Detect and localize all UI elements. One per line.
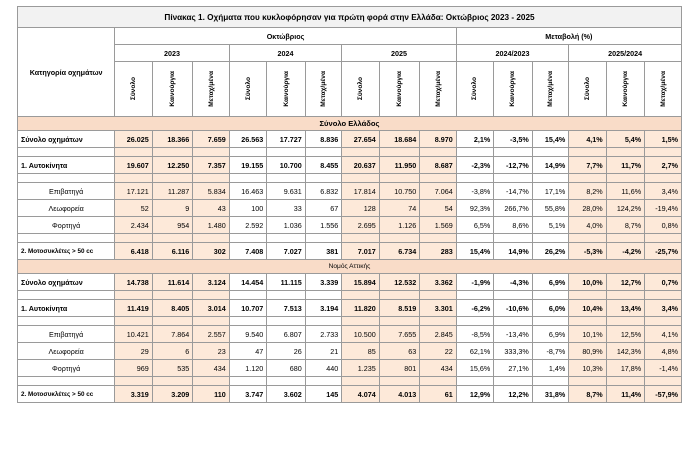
value-cell: 6.734	[379, 243, 420, 260]
value-cell: 3.747	[229, 386, 266, 403]
row-label: Λεωφορεία	[18, 343, 115, 360]
value-cell: 1,5%	[645, 131, 682, 148]
value-cell: 2.733	[305, 326, 341, 343]
value-cell: 7.017	[342, 243, 379, 260]
subheader-cell	[420, 62, 456, 117]
value-cell: 52	[115, 200, 152, 217]
value-cell: 2,1%	[456, 131, 493, 148]
value-cell: 17,8%	[606, 360, 645, 377]
value-cell: 27.654	[342, 131, 379, 148]
table-container	[17, 6, 682, 403]
value-cell: 17.814	[342, 183, 379, 200]
value-cell: 28,0%	[569, 200, 606, 217]
value-cell: 6.418	[115, 243, 152, 260]
value-cell: 1.480	[193, 217, 229, 234]
value-cell: -12,7%	[494, 157, 533, 174]
value-cell: 15,6%	[456, 360, 493, 377]
value-cell: 3.301	[420, 300, 456, 317]
period-header: 2024/2023	[456, 45, 568, 62]
value-cell: 14,9%	[532, 157, 568, 174]
value-cell: 7,7%	[569, 157, 606, 174]
subheader-cell	[456, 62, 493, 117]
value-cell: 12,5%	[606, 326, 645, 343]
value-cell: 43	[193, 200, 229, 217]
spacer-row	[18, 377, 682, 386]
value-cell: 2.592	[229, 217, 266, 234]
value-cell: 92,3%	[456, 200, 493, 217]
period-header: 2025/2024	[569, 45, 682, 62]
table-row	[18, 183, 682, 200]
value-cell: 17,1%	[532, 183, 568, 200]
value-cell: 5,1%	[532, 217, 568, 234]
value-cell: 12.532	[379, 274, 420, 291]
row-label: Λεωφορεία	[18, 200, 115, 217]
row-label: Φορτηγά	[18, 217, 115, 234]
value-cell: 6.832	[305, 183, 341, 200]
value-cell: 23	[193, 343, 229, 360]
value-cell: 10,1%	[569, 326, 606, 343]
value-cell: 124,2%	[606, 200, 645, 217]
row-label: Φορτηγά	[18, 360, 115, 377]
value-cell: 14.738	[115, 274, 152, 291]
value-cell: 11.287	[152, 183, 193, 200]
value-cell: 10.707	[229, 300, 266, 317]
subheader-label: Σύνολο	[356, 77, 364, 101]
value-cell: 110	[193, 386, 229, 403]
value-cell: 7.357	[193, 157, 229, 174]
value-cell: 26	[267, 343, 306, 360]
value-cell: 8.836	[305, 131, 341, 148]
value-cell: 54	[420, 200, 456, 217]
spacer-row	[18, 291, 682, 300]
value-cell: 26,2%	[532, 243, 568, 260]
value-cell: 20.637	[342, 157, 379, 174]
value-cell: 2.845	[420, 326, 456, 343]
value-cell: 10.750	[379, 183, 420, 200]
value-cell: 8,7%	[606, 217, 645, 234]
value-cell: 12.250	[152, 157, 193, 174]
value-cell: 12,7%	[606, 274, 645, 291]
value-cell: 5,4%	[606, 131, 645, 148]
value-cell: 22	[420, 343, 456, 360]
value-cell: 7.027	[267, 243, 306, 260]
value-cell: -4,3%	[494, 274, 533, 291]
value-cell: -3,5%	[494, 131, 533, 148]
value-cell: 11.115	[267, 274, 306, 291]
subheader-cell	[193, 62, 229, 117]
value-cell: 283	[420, 243, 456, 260]
value-cell: 5.834	[193, 183, 229, 200]
subheader-cell	[645, 62, 682, 117]
value-cell: 19.155	[229, 157, 266, 174]
value-cell: 6.807	[267, 326, 306, 343]
value-cell: 7.513	[267, 300, 306, 317]
value-cell: 7.659	[193, 131, 229, 148]
value-cell: 1,4%	[532, 360, 568, 377]
year-header: 2023	[115, 45, 230, 62]
row-label: Σύνολο οχημάτων	[18, 131, 115, 148]
value-cell: 17.727	[267, 131, 306, 148]
category-header: Κατηγορία οχημάτων	[18, 28, 115, 117]
section-header-row	[18, 260, 682, 274]
value-cell: 21	[305, 343, 341, 360]
value-cell: 11,4%	[606, 386, 645, 403]
value-cell: 8,6%	[494, 217, 533, 234]
value-cell: 26.025	[115, 131, 152, 148]
spacer-row	[18, 234, 682, 243]
subheader-label: Σύνολο	[471, 77, 479, 101]
value-cell: -6,2%	[456, 300, 493, 317]
value-cell: 8.687	[420, 157, 456, 174]
value-cell: 434	[193, 360, 229, 377]
value-cell: 3.194	[305, 300, 341, 317]
table-row	[18, 243, 682, 260]
value-cell: 1.556	[305, 217, 341, 234]
subheader-label: Σύνολο	[244, 77, 252, 101]
table-row	[18, 217, 682, 234]
value-cell: -19,4%	[645, 200, 682, 217]
value-cell: 4,1%	[645, 326, 682, 343]
value-cell: 1.569	[420, 217, 456, 234]
value-cell: 15,4%	[532, 131, 568, 148]
value-cell: 9	[152, 200, 193, 217]
row-label: Σύνολο οχημάτων	[18, 274, 115, 291]
value-cell: 7.655	[379, 326, 420, 343]
value-cell: 145	[305, 386, 341, 403]
subheader-label: Μεταχ/μένα	[207, 71, 215, 107]
subheader-cell	[115, 62, 152, 117]
value-cell: 11.419	[115, 300, 152, 317]
value-cell: 8.970	[420, 131, 456, 148]
table-row	[18, 386, 682, 403]
value-cell: 14.454	[229, 274, 266, 291]
subheader-cell	[152, 62, 193, 117]
row-label: 2. Μοτοσυκλέτες > 50 cc	[18, 386, 115, 403]
value-cell: 2,7%	[645, 157, 682, 174]
value-cell: 11,6%	[606, 183, 645, 200]
value-cell: 6	[152, 343, 193, 360]
row-label: 1. Αυτοκίνητα	[18, 157, 115, 174]
value-cell: 12,9%	[456, 386, 493, 403]
value-cell: 381	[305, 243, 341, 260]
value-cell: 3.319	[115, 386, 152, 403]
subheader-cell	[606, 62, 645, 117]
value-cell: 62,1%	[456, 343, 493, 360]
spacer-row	[18, 174, 682, 183]
value-cell: 6,5%	[456, 217, 493, 234]
year-header: 2024	[229, 45, 341, 62]
value-cell: 1.120	[229, 360, 266, 377]
value-cell: 10,3%	[569, 360, 606, 377]
month-header: Οκτώβριος	[115, 28, 456, 45]
value-cell: 17.121	[115, 183, 152, 200]
value-cell: 8.455	[305, 157, 341, 174]
section-title: Σύνολο Ελλάδος	[18, 117, 682, 131]
section-title: Νομός Αττικής	[18, 260, 682, 274]
subheader-label: Μεταχ/μένα	[434, 71, 442, 107]
value-cell: 535	[152, 360, 193, 377]
value-cell: 11.614	[152, 274, 193, 291]
value-cell: 3.014	[193, 300, 229, 317]
value-cell: 0,7%	[645, 274, 682, 291]
value-cell: 11,7%	[606, 157, 645, 174]
value-cell: 10.500	[342, 326, 379, 343]
value-cell: 969	[115, 360, 152, 377]
value-cell: 1.235	[342, 360, 379, 377]
value-cell: 2.695	[342, 217, 379, 234]
value-cell: 74	[379, 200, 420, 217]
value-cell: 6,9%	[532, 274, 568, 291]
value-cell: 29	[115, 343, 152, 360]
value-cell: 10.421	[115, 326, 152, 343]
subheader-label: Μεταχ/μένα	[320, 71, 327, 107]
value-cell: -8,5%	[456, 326, 493, 343]
table-row	[18, 343, 682, 360]
value-cell: 4,1%	[569, 131, 606, 148]
table-row	[18, 300, 682, 317]
value-cell: 3.602	[267, 386, 306, 403]
subheader-label: Καινούργια	[169, 71, 177, 107]
subheader-label: Μεταχ/μένα	[546, 71, 554, 107]
value-cell: 8,7%	[569, 386, 606, 403]
row-label: 1. Αυτοκίνητα	[18, 300, 115, 317]
vehicles-table	[17, 6, 682, 403]
value-cell: 55,8%	[532, 200, 568, 217]
value-cell: 1.126	[379, 217, 420, 234]
value-cell: 1.036	[267, 217, 306, 234]
value-cell: -5,3%	[569, 243, 606, 260]
spacer-row	[18, 148, 682, 157]
subheader-cell	[229, 62, 266, 117]
subheader-label: Καινούργια	[621, 71, 629, 107]
value-cell: 302	[193, 243, 229, 260]
value-cell: 3,4%	[645, 300, 682, 317]
year-header: 2025	[342, 45, 457, 62]
row-label: Επιβατηγά	[18, 326, 115, 343]
spacer-row	[18, 317, 682, 326]
value-cell: 10,4%	[569, 300, 606, 317]
value-cell: -1,9%	[456, 274, 493, 291]
row-label: 2. Μοτοσυκλέτες > 50 cc	[18, 243, 115, 260]
value-cell: 10,0%	[569, 274, 606, 291]
value-cell: 19.607	[115, 157, 152, 174]
subheader-label: Καινούργια	[509, 71, 517, 107]
value-cell: 4,8%	[645, 343, 682, 360]
value-cell: 801	[379, 360, 420, 377]
subheader-cell	[379, 62, 420, 117]
value-cell: 4.013	[379, 386, 420, 403]
value-cell: 128	[342, 200, 379, 217]
value-cell: 8.519	[379, 300, 420, 317]
value-cell: 14,9%	[494, 243, 533, 260]
value-cell: 3.362	[420, 274, 456, 291]
value-cell: 31,8%	[532, 386, 568, 403]
subheader-label: Μεταχ/μένα	[659, 71, 667, 107]
subheader-cell	[305, 62, 341, 117]
value-cell: 440	[305, 360, 341, 377]
value-cell: 4,0%	[569, 217, 606, 234]
subheader-label: Σύνολο	[583, 77, 591, 101]
value-cell: 7.064	[420, 183, 456, 200]
value-cell: 33	[267, 200, 306, 217]
value-cell: 12,2%	[494, 386, 533, 403]
value-cell: 9.540	[229, 326, 266, 343]
change-header: Μεταβολή (%)	[456, 28, 681, 45]
value-cell: -25,7%	[645, 243, 682, 260]
subheader-cell	[494, 62, 533, 117]
value-cell: 9.631	[267, 183, 306, 200]
value-cell: 80,9%	[569, 343, 606, 360]
value-cell: 0,8%	[645, 217, 682, 234]
subheader-label: Καινούργια	[396, 71, 403, 107]
value-cell: 4.074	[342, 386, 379, 403]
value-cell: 8.405	[152, 300, 193, 317]
value-cell: 100	[229, 200, 266, 217]
table-row	[18, 200, 682, 217]
value-cell: 2.434	[115, 217, 152, 234]
value-cell: 434	[420, 360, 456, 377]
value-cell: 3,4%	[645, 183, 682, 200]
value-cell: 26.563	[229, 131, 266, 148]
value-cell: 6.116	[152, 243, 193, 260]
value-cell: 954	[152, 217, 193, 234]
value-cell: 8,2%	[569, 183, 606, 200]
value-cell: -13,4%	[494, 326, 533, 343]
value-cell: 18.366	[152, 131, 193, 148]
section-header-row	[18, 117, 682, 131]
subheader-cell	[267, 62, 306, 117]
value-cell: 16.463	[229, 183, 266, 200]
value-cell: 2.557	[193, 326, 229, 343]
table-row	[18, 131, 682, 148]
value-cell: -3,8%	[456, 183, 493, 200]
table-row	[18, 326, 682, 343]
subheader-label: Σύνολο	[130, 77, 138, 101]
value-cell: -10,6%	[494, 300, 533, 317]
value-cell: 13,4%	[606, 300, 645, 317]
value-cell: -8,7%	[532, 343, 568, 360]
value-cell: 6,9%	[532, 326, 568, 343]
value-cell: 3.124	[193, 274, 229, 291]
subheader-cell	[342, 62, 379, 117]
value-cell: 11.820	[342, 300, 379, 317]
row-label: Επιβατηγά	[18, 183, 115, 200]
value-cell: 15,4%	[456, 243, 493, 260]
value-cell: 3.339	[305, 274, 341, 291]
value-cell: 10.700	[267, 157, 306, 174]
value-cell: 680	[267, 360, 306, 377]
value-cell: -2,3%	[456, 157, 493, 174]
table-row	[18, 360, 682, 377]
value-cell: 67	[305, 200, 341, 217]
value-cell: 333,3%	[494, 343, 533, 360]
table-title: Πίνακας 1. Οχήματα που κυκλοφόρησαν για πρώτη φορά στην Ελλάδα: Οκτώβριος 2023 - 2025	[18, 7, 682, 28]
value-cell: 47	[229, 343, 266, 360]
subheader-cell	[569, 62, 606, 117]
value-cell: 7.864	[152, 326, 193, 343]
value-cell: 27,1%	[494, 360, 533, 377]
value-cell: -14,7%	[494, 183, 533, 200]
value-cell: 15.894	[342, 274, 379, 291]
value-cell: 7.408	[229, 243, 266, 260]
value-cell: 63	[379, 343, 420, 360]
subheader-label: Καινούργια	[282, 71, 290, 107]
value-cell: 266,7%	[494, 200, 533, 217]
value-cell: -57,9%	[645, 386, 682, 403]
value-cell: 61	[420, 386, 456, 403]
value-cell: 11.950	[379, 157, 420, 174]
value-cell: 6,0%	[532, 300, 568, 317]
value-cell: 142,3%	[606, 343, 645, 360]
subheader-cell	[532, 62, 568, 117]
value-cell: 3.209	[152, 386, 193, 403]
table-row	[18, 274, 682, 291]
value-cell: 18.684	[379, 131, 420, 148]
value-cell: -4,2%	[606, 243, 645, 260]
table-row	[18, 157, 682, 174]
value-cell: 85	[342, 343, 379, 360]
value-cell: -1,4%	[645, 360, 682, 377]
